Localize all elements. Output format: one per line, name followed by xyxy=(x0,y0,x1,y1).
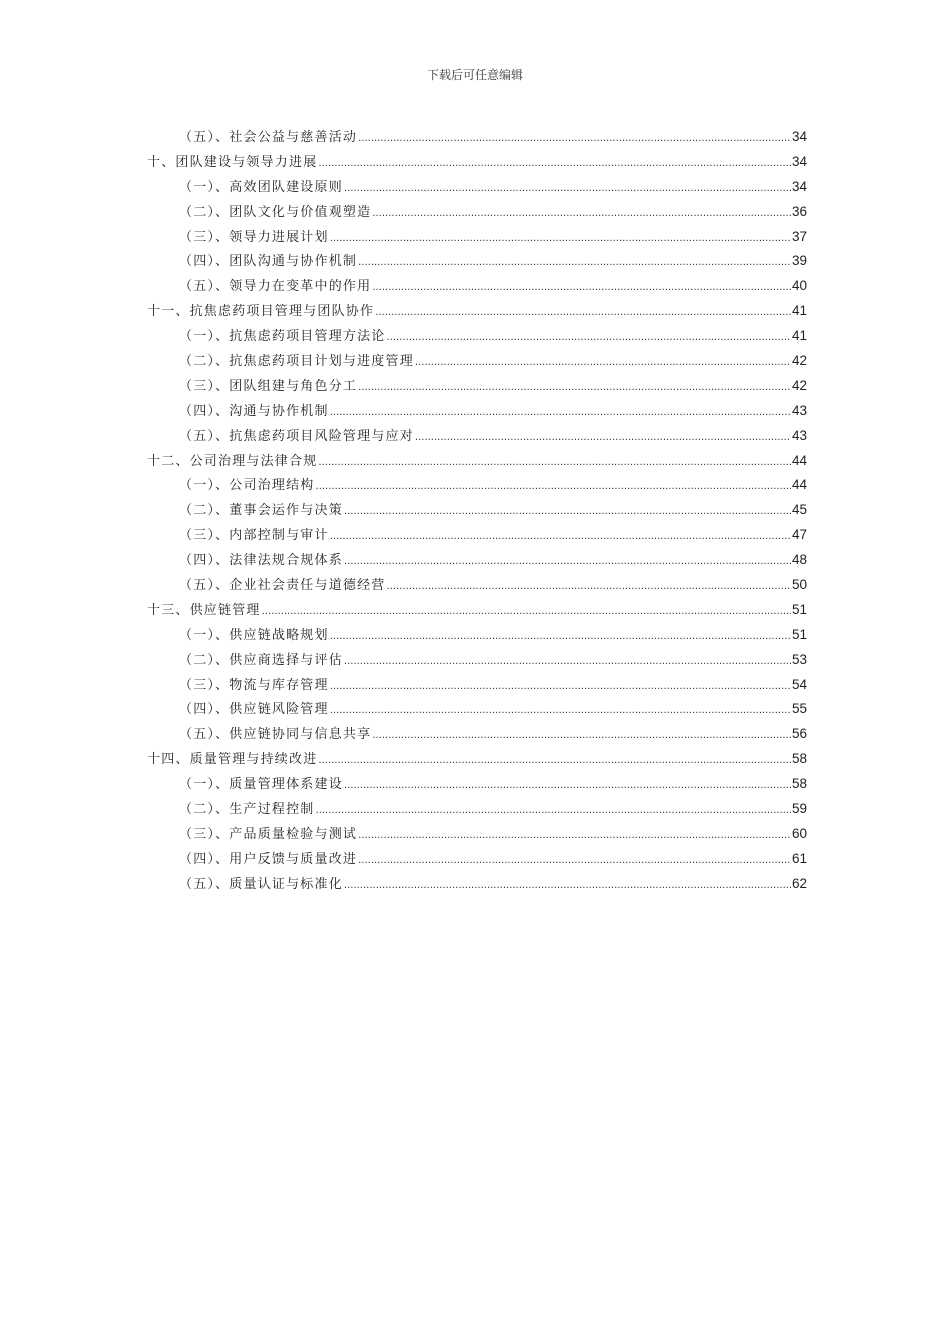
toc-leader-dots xyxy=(344,874,791,899)
toc-entry-label: （三）、物流与库存管理 xyxy=(179,677,329,693)
toc-entry-page-number: 58 xyxy=(791,751,807,767)
toc-chapter-entry[interactable] xyxy=(147,449,807,474)
toc-entry-page-number: 36 xyxy=(791,203,807,219)
toc-entry-page-number: 47 xyxy=(791,527,807,543)
toc-section-entry[interactable] xyxy=(147,274,807,299)
toc-section-entry[interactable] xyxy=(147,872,807,897)
toc-leader-dots xyxy=(330,699,791,724)
toc-entry-page-number: 51 xyxy=(791,601,807,617)
toc-leader-dots xyxy=(358,376,791,401)
toc-entry-label: （四）、沟通与协作机制 xyxy=(179,403,329,419)
toc-section-entry[interactable] xyxy=(147,523,807,548)
toc-section-entry[interactable] xyxy=(147,424,807,449)
toc-chapter-entry[interactable] xyxy=(147,598,807,623)
toc-leader-dots xyxy=(358,849,791,874)
toc-section-entry[interactable] xyxy=(147,374,807,399)
toc-section-entry[interactable] xyxy=(147,473,807,498)
toc-section-entry[interactable] xyxy=(147,772,807,797)
toc-entry-page-number: 44 xyxy=(791,452,807,468)
toc-leader-dots xyxy=(318,152,791,177)
toc-entry-page-number: 51 xyxy=(791,626,807,642)
toc-leader-dots xyxy=(344,774,791,799)
toc-section-entry[interactable] xyxy=(147,847,807,872)
toc-entry-label: 十二、公司治理与法律合规 xyxy=(147,453,318,469)
toc-leader-dots xyxy=(330,675,791,700)
toc-entry-label: （一）、抗焦虑药项目管理方法论 xyxy=(179,329,386,345)
toc-section-entry[interactable] xyxy=(147,324,807,349)
toc-leader-dots xyxy=(316,799,791,824)
toc-entry-label: （四）、供应链风险管理 xyxy=(179,702,329,718)
toc-entry-label: （三）、团队组建与角色分工 xyxy=(179,378,358,394)
toc-entry-label: （一）、质量管理体系建设 xyxy=(179,777,343,793)
toc-chapter-entry[interactable] xyxy=(147,299,807,324)
toc-entry-label: （三）、领导力进展计划 xyxy=(179,229,329,245)
toc-leader-dots xyxy=(330,401,791,426)
page-header: 下载后可任意编辑 xyxy=(426,68,523,82)
toc-entry-label: （一）、高效团队建设原则 xyxy=(179,179,343,195)
toc-entry-label: （二）、生产过程控制 xyxy=(179,802,315,818)
toc-entry-label: （五）、质量认证与标准化 xyxy=(179,876,343,892)
toc-leader-dots xyxy=(415,351,791,376)
toc-section-entry[interactable] xyxy=(147,399,807,424)
toc-entry-label: （四）、法律法规合规体系 xyxy=(179,553,343,569)
toc-entry-page-number: 41 xyxy=(791,303,807,319)
toc-leader-dots xyxy=(316,475,791,500)
toc-leader-dots xyxy=(372,202,791,227)
toc-entry-label: （一）、供应链战略规划 xyxy=(179,627,329,643)
toc-leader-dots xyxy=(318,451,791,476)
toc-entry-page-number: 60 xyxy=(791,825,807,841)
toc-leader-dots xyxy=(415,426,791,451)
toc-leader-dots xyxy=(344,550,791,575)
toc-entry-page-number: 34 xyxy=(791,178,807,194)
toc-entry-page-number: 45 xyxy=(791,502,807,518)
toc-section-entry[interactable] xyxy=(147,125,807,150)
toc-leader-dots xyxy=(344,500,791,525)
toc-entry-page-number: 59 xyxy=(791,801,807,817)
toc-entry-page-number: 58 xyxy=(791,776,807,792)
toc-leader-dots xyxy=(372,724,791,749)
toc-entry-label: （四）、团队沟通与协作机制 xyxy=(179,254,358,270)
toc-entry-label: 十四、质量管理与持续改进 xyxy=(147,752,318,768)
toc-section-entry[interactable] xyxy=(147,648,807,673)
toc-entry-page-number: 62 xyxy=(791,875,807,891)
toc-section-entry[interactable] xyxy=(147,249,807,274)
table-of-contents xyxy=(147,125,807,897)
toc-entry-page-number: 44 xyxy=(791,477,807,493)
toc-entry-page-number: 55 xyxy=(791,701,807,717)
toc-entry-label: （五）、社会公益与慈善活动 xyxy=(179,130,358,145)
toc-entry-page-number: 34 xyxy=(791,129,807,144)
toc-entry-label: （五）、供应链协同与信息共享 xyxy=(179,727,372,743)
toc-entry-page-number: 56 xyxy=(791,726,807,742)
toc-entry-label: （一）、公司治理结构 xyxy=(179,478,315,494)
toc-entry-label: （二）、团队文化与价值观塑造 xyxy=(179,204,372,220)
toc-entry-label: （五）、企业社会责任与道德经营 xyxy=(179,578,386,594)
toc-leader-dots xyxy=(358,251,791,276)
toc-section-entry[interactable] xyxy=(147,225,807,250)
toc-entry-page-number: 42 xyxy=(791,377,807,393)
toc-section-entry[interactable] xyxy=(147,548,807,573)
toc-entry-label: 十、团队建设与领导力进展 xyxy=(147,154,318,170)
toc-entry-label: （二）、供应商选择与评估 xyxy=(179,652,343,668)
toc-entry-label: （四）、用户反馈与质量改进 xyxy=(179,851,358,867)
toc-leader-dots xyxy=(375,301,791,326)
toc-entry-page-number: 37 xyxy=(791,228,807,244)
toc-leader-dots xyxy=(344,177,791,202)
toc-section-entry[interactable] xyxy=(147,200,807,225)
toc-chapter-entry[interactable] xyxy=(147,150,807,175)
toc-section-entry[interactable] xyxy=(147,822,807,847)
toc-entry-label: （二）、抗焦虑药项目计划与进度管理 xyxy=(179,354,414,370)
toc-chapter-entry[interactable] xyxy=(147,747,807,772)
toc-entry-label: （五）、领导力在变革中的作用 xyxy=(179,279,372,295)
toc-leader-dots xyxy=(330,525,791,550)
toc-entry-page-number: 39 xyxy=(791,253,807,269)
toc-leader-dots xyxy=(318,749,791,774)
toc-entry-page-number: 53 xyxy=(791,651,807,667)
toc-section-entry[interactable] xyxy=(147,498,807,523)
toc-entry-page-number: 50 xyxy=(791,577,807,593)
toc-entry-label: 十三、供应链管理 xyxy=(147,602,261,618)
toc-entry-page-number: 48 xyxy=(791,552,807,568)
toc-entry-page-number: 54 xyxy=(791,676,807,692)
toc-entry-page-number: 61 xyxy=(791,850,807,866)
toc-section-entry[interactable] xyxy=(147,175,807,200)
toc-entry-page-number: 40 xyxy=(791,278,807,294)
toc-entry-label: （三）、内部控制与审计 xyxy=(179,528,329,544)
toc-entry-page-number: 42 xyxy=(791,353,807,369)
toc-section-entry[interactable] xyxy=(147,797,807,822)
toc-entry-label: （五）、抗焦虑药项目风险管理与应对 xyxy=(179,428,414,444)
toc-entry-label: （二）、董事会运作与决策 xyxy=(179,503,343,519)
toc-entry-page-number: 34 xyxy=(791,153,807,169)
toc-leader-dots xyxy=(387,326,791,351)
toc-leader-dots xyxy=(358,824,791,849)
toc-section-entry[interactable] xyxy=(147,623,807,648)
toc-leader-dots xyxy=(344,650,791,675)
toc-section-entry[interactable] xyxy=(147,349,807,374)
toc-leader-dots xyxy=(330,227,791,252)
toc-section-entry[interactable] xyxy=(147,673,807,698)
toc-leader-dots xyxy=(330,625,791,650)
toc-leader-dots xyxy=(358,127,791,152)
toc-entry-page-number: 41 xyxy=(791,328,807,344)
toc-leader-dots xyxy=(262,600,791,625)
toc-section-entry[interactable] xyxy=(147,573,807,598)
toc-entry-label: 十一、抗焦虑药项目管理与团队协作 xyxy=(147,304,375,320)
toc-section-entry[interactable] xyxy=(147,722,807,747)
toc-entry-page-number: 43 xyxy=(791,402,807,418)
toc-section-entry[interactable] xyxy=(147,697,807,722)
toc-entry-label: （三）、产品质量检验与测试 xyxy=(179,826,358,842)
toc-entry-page-number: 43 xyxy=(791,427,807,443)
toc-leader-dots xyxy=(387,575,791,600)
toc-leader-dots xyxy=(372,276,791,301)
